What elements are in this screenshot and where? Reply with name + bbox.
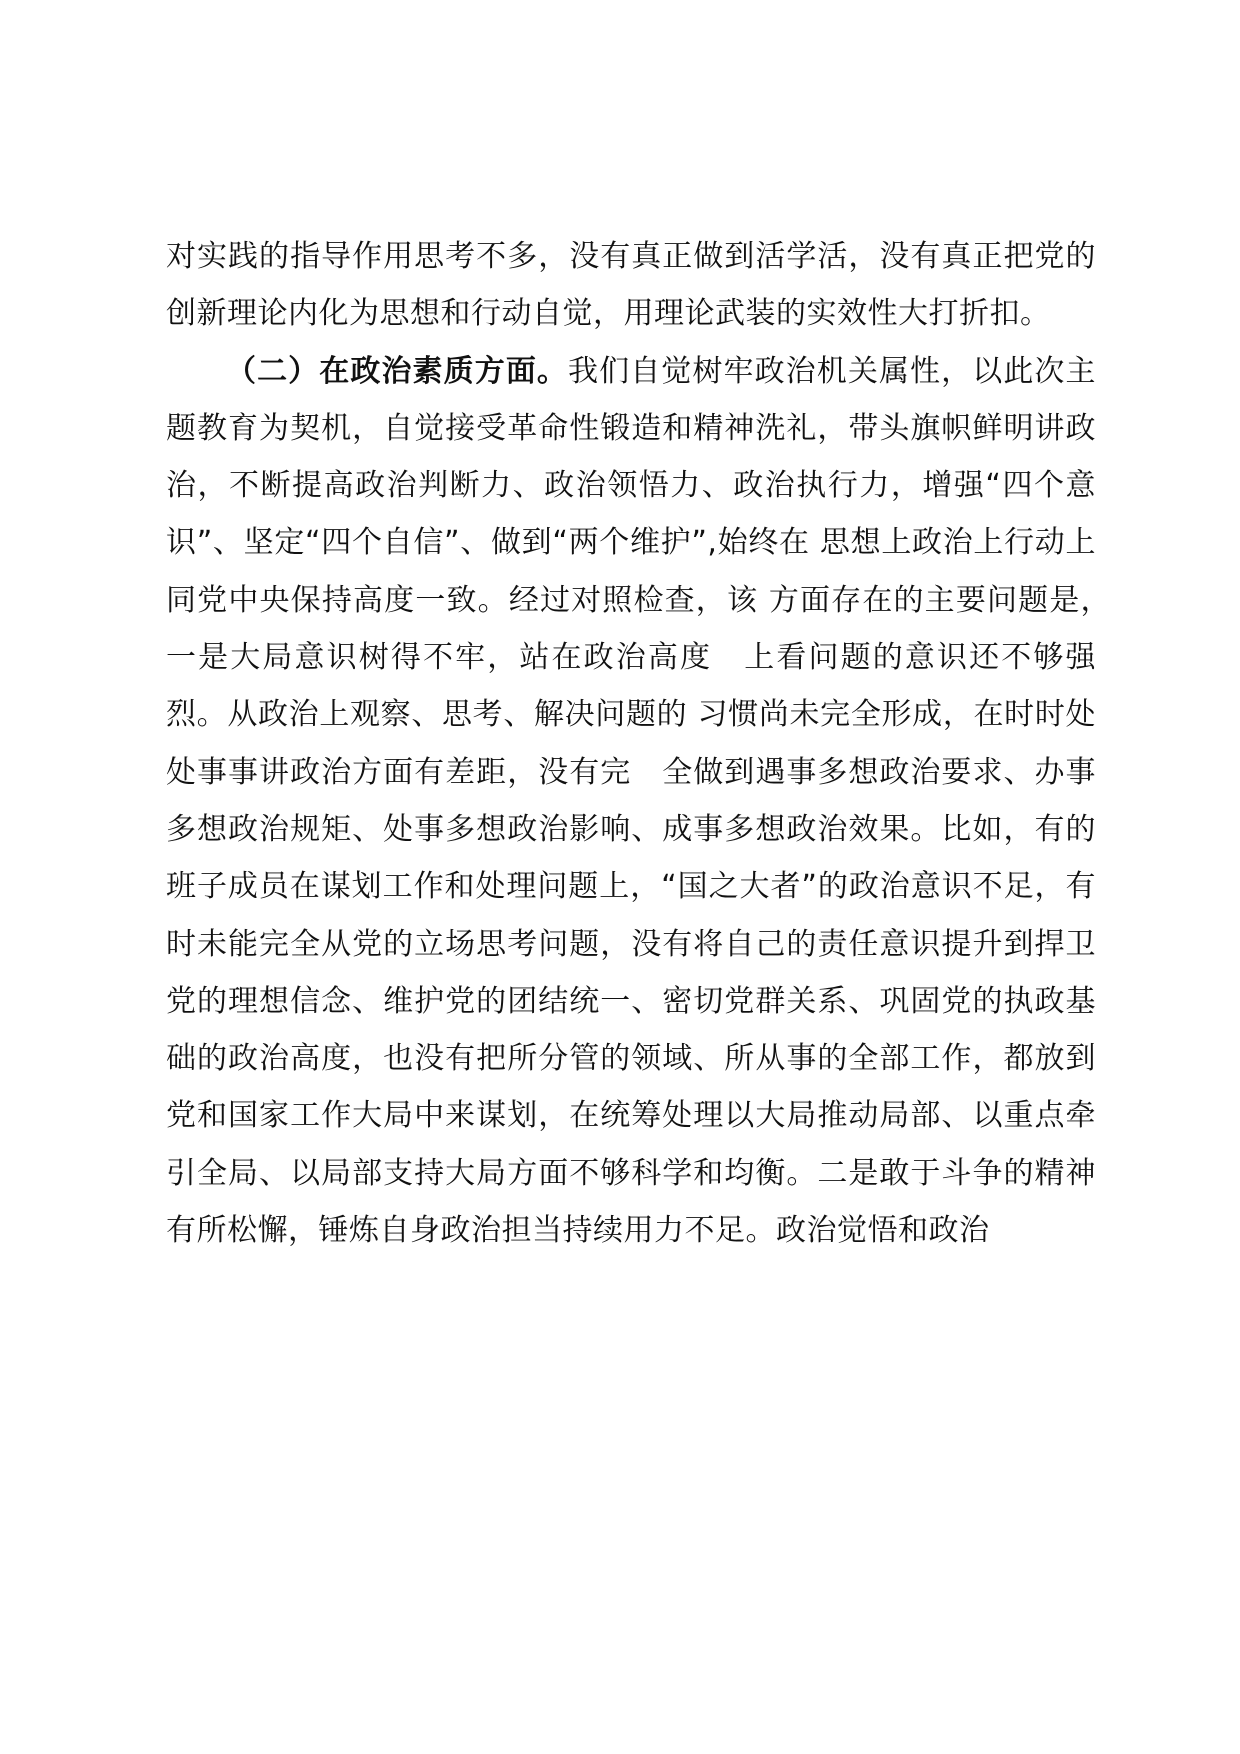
paragraph-2 [166, 343, 1127, 1260]
paragraph-1: 对实践的指导作用思考不多，没有真正做到活学活，没有真正把党的创新理论内化为思想和行动自觉，用理论武装的实效性大打折扣。 [166, 239, 1096, 332]
paragraph-2-body: 我们自觉树牢政治机关属性，以此次主题教育为契机，自觉接受革命性锻造和精神洗礼，带头旗帜鲜明讲政治，不断提高政治判断力、政治领悟力、政治执行力，增强“四个意识”、坚定“四个自信”、做到“两个维护”,始终在 思想上政治上行动上同党中央保持高度一致。经过对照检查，该 方面存在的主要问题是， 一是大局意识树得不牢，站在政治高度 上看问题的意识还不够强烈。从政治上观察、思考、解决问题的 习惯尚未完全形成，在时时处处事事讲政治方面有差距，没有完 全做到遇事多想政治要求、办事多想政治规矩、处事多想政治影响、成事多想政治效果。比如，有的班子成员在谋划工作和处理问题上，“国之大者”的政治意识不足，有时未能完全从党的立场思考问题，没有将自己的责任意识提升到捍卫党的理想信念、维护党的团结统一、密切党群关系、巩固党的执政基础的政治高度，也没有把所分管的领域、所从事的全部工作，都放到党和国家工作大局中来谋划，在统筹处理以大局推动局部、以重点牵引全局、以局部支持大局方面不够科学和均衡。二是敢于斗争的精神有所松懈，锤炼自身政治担当持续用力不足。政治觉悟和政治 [166, 353, 1127, 1249]
section-heading: （二）在政治素质方面。 [226, 353, 569, 389]
document-body [166, 228, 1127, 1259]
